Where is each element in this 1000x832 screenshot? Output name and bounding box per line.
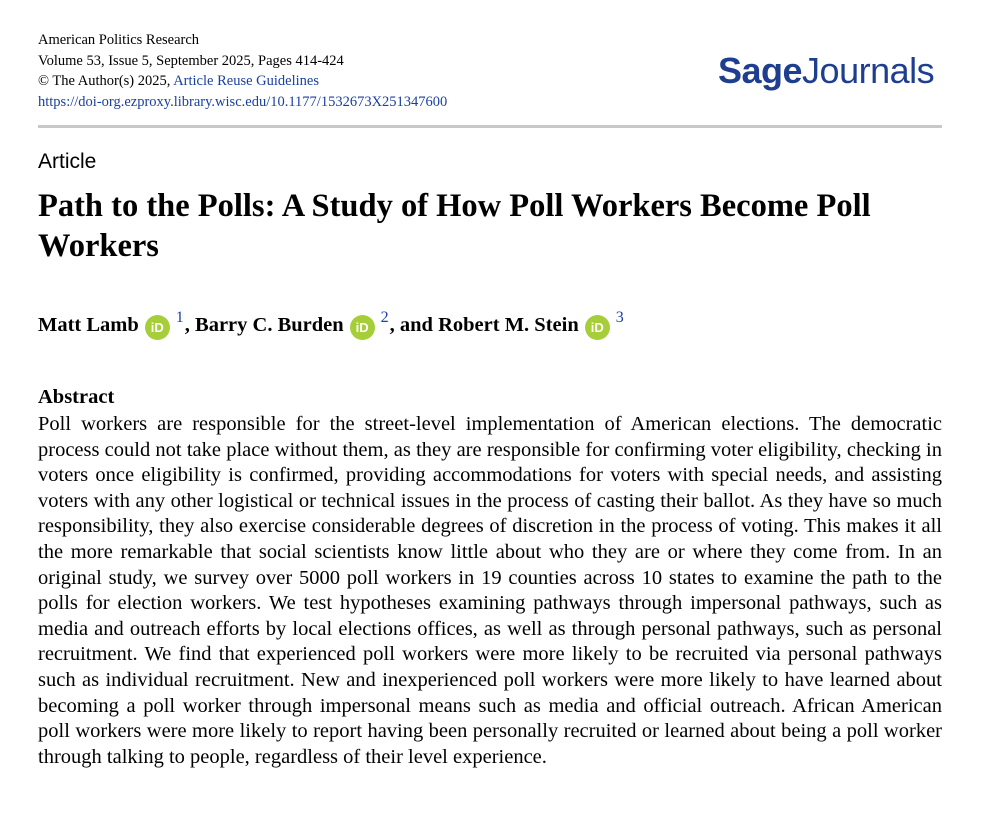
header-divider	[38, 125, 942, 128]
logo-journals: Journals	[802, 50, 935, 91]
doi-link[interactable]: https://doi-org.ezproxy.library.wisc.edu/10.1177/1532673X251347600	[38, 93, 448, 110]
article-reuse-guidelines-link[interactable]: Article Reuse Guidelines	[173, 73, 319, 89]
author-name[interactable]: Barry C. Burden	[195, 314, 344, 336]
sage-journals-logo[interactable]	[718, 50, 934, 92]
article-type-label: Article	[38, 150, 97, 173]
logo-sage: Sage	[718, 50, 803, 91]
publication-metadata	[38, 30, 447, 112]
affiliation-link[interactable]: 3	[615, 308, 624, 326]
author-separator: ,	[184, 314, 196, 336]
copyright-line	[38, 71, 447, 92]
author-name[interactable]: Robert M. Stein	[438, 314, 579, 336]
affiliation-link[interactable]: 1	[175, 308, 184, 326]
affiliation-link[interactable]: 2	[380, 308, 389, 326]
copyright-text: © The Author(s) 2025,	[38, 73, 174, 89]
abstract-text: Poll workers are responsible for the street-level implementation of American elections. The democratic process could not take place without them, as they are responsible for confirming voter eligibility, checking in voters once eligibility is confirmed, providing accommodations for voters with special needs, and assisting voters with any other logistical or technical issues in the process of casting their ballot. As they have so much responsibility, they also exercise considerable degrees of discretion in the process of voting. This makes it all the more remarkable that social scientists know little about who they are or where they come from. In an original study, we survey over 5000 poll workers in 19 counties across 10 states to examine the path to the polls for election workers. We test hypotheses examining pathways through impersonal pathways, such as media and outreach efforts by local elections offices, as well as through personal pathways, such as personal recruitment. We find that experienced poll workers were more likely to be recruited via personal pathways such as individual recruitment. New and inexperienced poll workers were more likely to have learned about becoming a poll worker through impersonal means such as media and official outreach. African American poll workers were more likely to report having been personally recruited or learned about being a poll worker through talking to people, regardless of their level experience.	[38, 413, 942, 768]
author-list	[38, 308, 625, 338]
abstract-heading: Abstract	[38, 386, 115, 408]
article-title: Path to the Polls: A Study of How Poll Workers Become Poll Workers	[38, 188, 871, 264]
volume-info: Volume 53, Issue 5, September 2025, Pages 414-424	[38, 52, 344, 69]
journal-name: American Politics Research	[38, 32, 200, 48]
author-separator: , and	[389, 314, 439, 336]
author-name[interactable]: Matt Lamb	[38, 314, 139, 336]
orcid-icon[interactable]: iD	[350, 315, 375, 340]
orcid-icon[interactable]: iD	[585, 315, 610, 340]
orcid-icon[interactable]: iD	[145, 315, 170, 340]
